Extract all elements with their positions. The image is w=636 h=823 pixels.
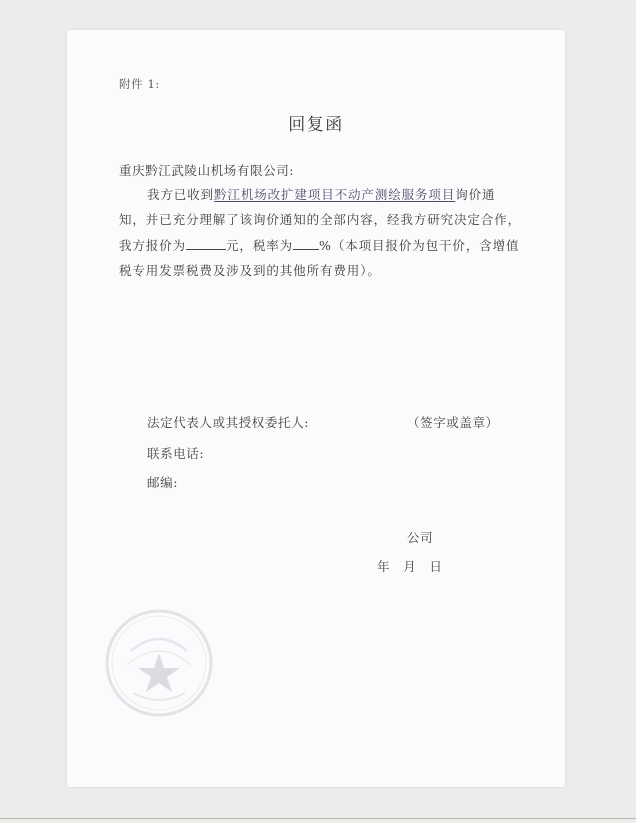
- body-line-3-prefix: 我方报价为: [119, 238, 187, 253]
- phone-label: 联系电话:: [147, 446, 205, 461]
- project-name: 黔江机场改扩建项目不动产测绘服务项目: [214, 187, 456, 202]
- body-line-3: [119, 237, 519, 254]
- body-line-1: [147, 187, 495, 203]
- annex-label: 附件 1:: [119, 77, 160, 91]
- company-label: 公司: [407, 530, 434, 545]
- bottom-divider: [0, 818, 636, 819]
- tax-rate-blank: [293, 237, 319, 250]
- faded-seal-stamp: [103, 607, 215, 719]
- price-blank: [186, 237, 226, 250]
- body-line-1-prefix: 我方已收到: [147, 187, 215, 202]
- seal-star: [138, 653, 180, 692]
- body-line-4: 税专用发票税费及涉及到的其他所有费用）。: [119, 263, 381, 278]
- body-line-2: 知，并已充分理解了该询价通知的全部内容，经我方研究决定合作，: [119, 212, 522, 227]
- percent-sign: %: [319, 238, 332, 253]
- date-label: 年 月 日: [377, 559, 443, 574]
- body-line-3-suffix: （本项目报价为包干价，含增值: [331, 238, 520, 253]
- body-line-1-suffix: 询价通: [455, 187, 496, 202]
- addressee: 重庆黔江武陵山机场有限公司:: [119, 163, 295, 178]
- sign-or-seal-note: （签字或盖章）: [407, 415, 499, 430]
- postcode-label: 邮编:: [147, 475, 179, 490]
- representative-label: 法定代表人或其授权委托人:: [147, 415, 310, 430]
- body-line-3-unit: 元，税率为: [226, 238, 294, 253]
- document-title: 回复函: [288, 115, 344, 135]
